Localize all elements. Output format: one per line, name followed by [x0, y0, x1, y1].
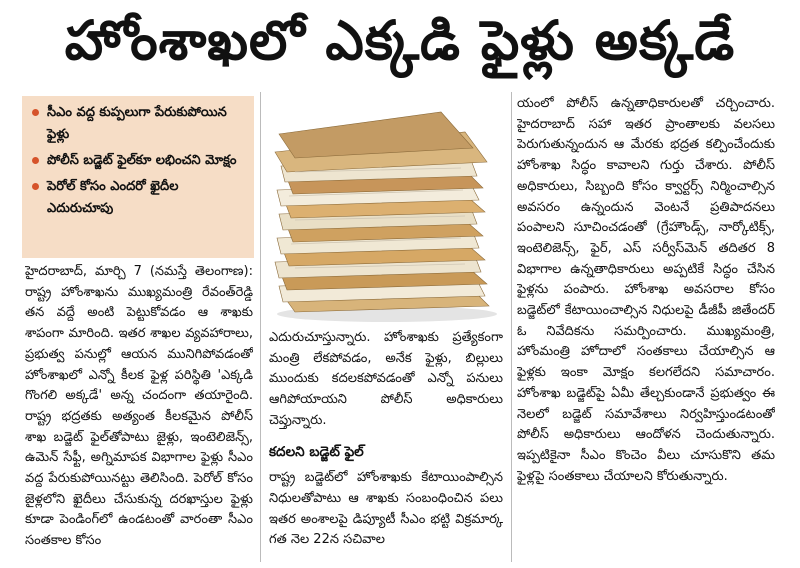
article-column-1 [25, 262, 253, 562]
highlight-item [32, 150, 248, 172]
article-paragraph: యంలో పోలీస్ ఉన్నతాధికారులతో చర్చించారు. హైదరాబాద్ సహా ఇతర ప్రాంతాలకు వలసలు పెరుగుతున్నందున ఆ మేరకు భద్రత కల్పించేందుకు హోంశాఖ సిద్ధం కావాలని గుర్తు చేశారు. పోలీస్ అధికారులు, సిబ్బంది కోసం క్వార్టర్స్ నిర్మించాల్సిన అవసరం ఉన్నందున వెంటనే ప్రతిపాదనలు పంపాలని సూచించడంతో (గ్రేహౌండ్స్, నార్కోటిక్స్, ఇంటెలిజెన్స్, ఫైర్, ఎస్ సర్వీస్‌మెన్ తదితర 8 విభాగాల ఉన్నతాధికారులు అప్పటికే సిద్ధం చేసిన ఫైళ్లను పంపారు. హోంశాఖ అవసరాల కోసం బడ్జెట్‌లో కేటాయించాల్సిన నిధులపై డీజీపీ జితేందర్ ఓ నివేదికను సమర్పించారు. ముఖ్యమంత్రి, హోంమంత్రి హోదాలో సంతకాలు చేయాల్సిన ఆ ఫైళ్లకు ఇంకా మోక్షం కలగలేదని సమాచారం. హోంశాఖ బడ్జెట్‌పై ఏమీ తేల్చకుండానే ప్రభుత్వం ఈ నెలలో బడ్జెట్ సమావేశాలు నిర్వహిస్తుండటంతో పోలీస్ అధికారులు ఆందోళన చెందుతున్నారు. ఇప్పటికైనా సీఎం కొంచెం వీలు చూసుకొని తమ ఫైళ్లపై సంతకాలు చేయాలని కోరుతున్నారు. [517, 96, 775, 484]
stack-of-files-photo [265, 92, 509, 322]
column-divider [511, 92, 512, 562]
highlight-item [32, 102, 248, 146]
highlights-box [22, 96, 254, 258]
highlight-item [32, 176, 248, 220]
article-paragraph: హైదరాబాద్, మార్చి 7 (నమస్తే తెలంగాణ): రాష్ట్ర హోంశాఖను ముఖ్యమంత్రి రేవంత్‌రెడ్డి తన వద్దే అంటి పెట్టుకోవడం ఆ శాఖకు శాపంగా మారింది. ఇతర శాఖల వ్యవహారాలు, ప్రభుత్వ పనుల్లో ఆయన మునిగిపోవడంతో హోంశాఖలో ఎన్నో కీలక ఫైళ్ల పరిస్థితి 'ఎక్కడి గొంగలి అక్కడే' అన్న చందంగా తయారైంది. రాష్ట్ర భద్రతకు అత్యంత కీలకమైన పోలీస్ శాఖ బడ్జెట్ ఫైల్‌తోపాటు జైళ్లు, ఇంటెలిజెన్స్, ఉమెన్ సేఫ్టీ, అగ్నిమాపక విభాగాల ఫైళ్లు సీఎం వద్ద పేరుకుపోయినట్టు తెలిసింది. పెరోల్ కోసం జైళ్లలోని ఖైదీలు చేసుకున్న దరఖాస్తుల ఫైళ్లు కూడా పెండింగ్‌లో ఉండటంతో వారంతా సీఎం సంతకాల కోసం [25, 264, 253, 549]
article-column-2 [269, 328, 503, 564]
bullet-icon [32, 183, 39, 190]
bullet-icon [32, 109, 39, 116]
highlight-text: పోలీస్ బడ్జెట్ ఫైల్‌కూ లభించని మోక్షం [47, 153, 237, 168]
article-paragraph: ఎదురుచూస్తున్నారు. హోంశాఖకు ప్రత్యేకంగా మంత్రి లేకపోవడం, అనేక ఫైళ్లు, బిల్లులు ముందుకు కదలకపోవడంతో ఎన్నో పనులు ఆగిపోయాయని పోలీస్ అధికారులు చెప్తున్నారు. [269, 330, 503, 428]
article-column-3 [517, 94, 775, 564]
bullet-icon [32, 157, 39, 164]
headline: హోంశాఖలో ఎక్కడి ఫైళ్లు అక్కడే [64, 9, 736, 72]
article-paragraph: రాష్ట్ర బడ్జెట్‌లో హోంశాఖకు కేటాయింపాల్సిన నిధులతోపాటు ఆ శాఖకు సంబంధించిన పలు ఇతర అంశాలపై డిప్యూటీ సీఎం భట్టి విక్రమార్క గత నెల 22న సచివాల [269, 470, 503, 548]
subheading: కదలని బడ్జెట్ ఫైల్ [269, 443, 364, 460]
highlight-text: సీఎం వద్ద కుప్పలుగా పేరుకుపోయిన ఫైళ్లు [47, 105, 227, 142]
column-divider [260, 92, 261, 562]
highlight-text: పెరోల్ కోసం ఎందరో ఖైదీల ఎదురుచూపు [47, 179, 179, 216]
